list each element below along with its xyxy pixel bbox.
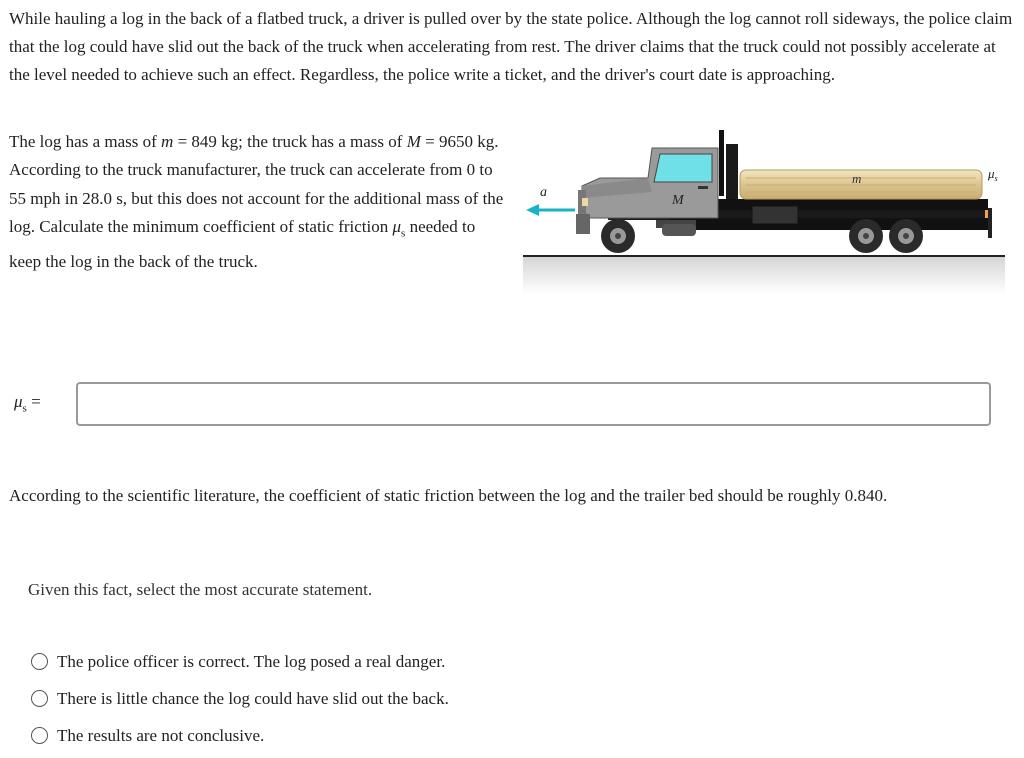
- door-handle: [698, 186, 708, 189]
- radio-button[interactable]: [31, 653, 48, 670]
- option-little-chance[interactable]: [31, 680, 449, 717]
- problem-intro: While hauling a log in the back of a flatbed truck, a driver is pulled over by the state police. Although the log cannot roll sideways, the police claim that the log could have slid out the back of the truck when accelerating from rest. The driver claims that the truck could not possibly accelerate at the level needed to achieve such an effect. Regardless, the police write a ticket, and the driver's court date is approaching.: [9, 9, 1013, 84]
- option-label: The police officer is correct. The log posed a real danger.: [57, 651, 446, 671]
- ground-shadow: [523, 256, 1005, 294]
- headlight: [582, 198, 588, 206]
- toolbox: [752, 206, 798, 224]
- chassis: [670, 218, 988, 230]
- mud-flap: [988, 208, 992, 238]
- windshield: [654, 154, 712, 182]
- option-police-correct[interactable]: [31, 643, 449, 680]
- acceleration-arrowhead: [526, 204, 539, 216]
- truck-diagram: [520, 122, 1010, 302]
- fact-statement: According to the scientific literature, the coefficient of static friction between the log and the trailer bed should be roughly 0.840.: [9, 486, 888, 505]
- log-mass-label: m: [852, 171, 862, 186]
- fuel-tank: [662, 224, 696, 236]
- question-prompt: Given this fact, select the most accurate statement.: [28, 580, 373, 599]
- friction-coefficient-label: $\mu_s$: [988, 166, 998, 183]
- cab-back: [726, 144, 738, 199]
- bumper: [576, 214, 590, 234]
- truck-mass-label: M: [672, 193, 684, 208]
- problem-statement: The log has a mass of m = 849 kg; the truck has a mass of M = 9650 kg. According to the truck manufacturer, the truck can accelerate from 0 to 55 mph in 28.0 s, but this does not account for the additional mass of the log. Calculate the minimum coefficient of static friction $\mu_s$ needed to keep the log in the back of the truck.: [9, 132, 504, 271]
- acceleration-label: a: [540, 185, 547, 200]
- option-label: There is little chance the log could have slid out the back.: [57, 688, 449, 708]
- radio-button[interactable]: [31, 690, 48, 707]
- answer-options: [31, 643, 449, 754]
- radio-button[interactable]: [31, 727, 48, 744]
- option-not-conclusive[interactable]: [31, 717, 449, 754]
- answer-input[interactable]: [76, 382, 991, 426]
- option-label: The results are not conclusive.: [57, 725, 265, 745]
- answer-label: $\mu_s$ =: [14, 392, 41, 415]
- exhaust-stack: [719, 130, 724, 196]
